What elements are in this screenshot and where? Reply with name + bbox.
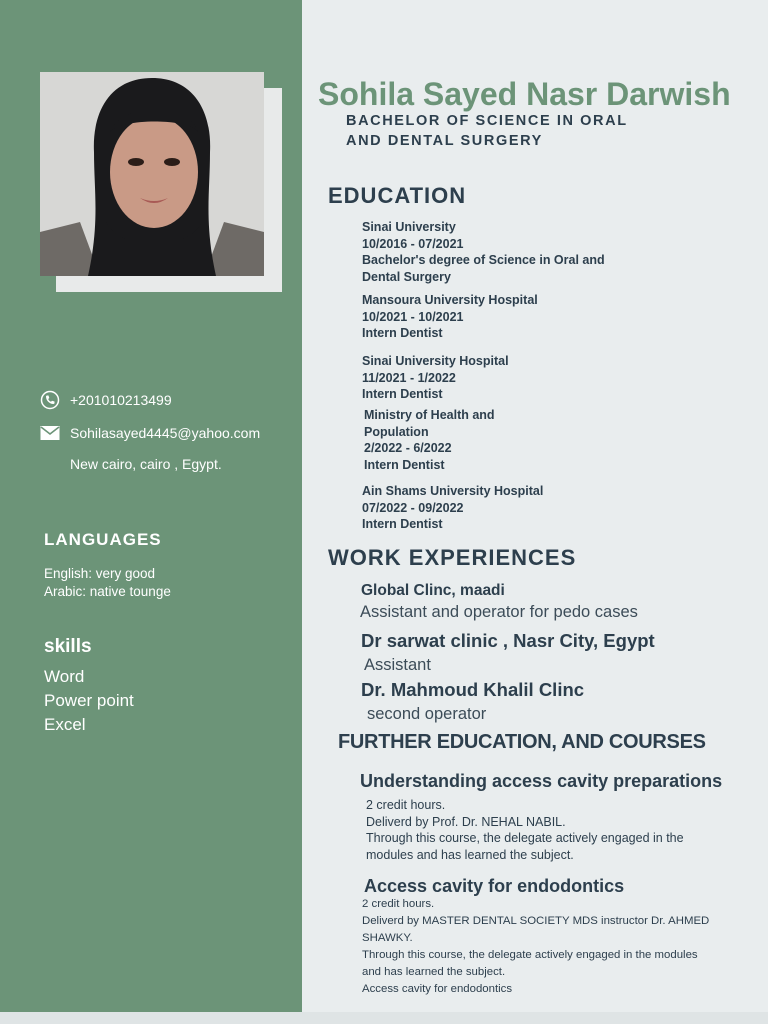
skill-item-excel: Excel [44, 715, 86, 734]
work-heading: WORK EXPERIENCES [328, 545, 577, 570]
degree-title [346, 111, 628, 151]
course-details [366, 797, 684, 863]
course-detail-line: Through this course, the delegate actively engaged in the modules [362, 949, 698, 961]
full-name: Sohila Sayed Nasr Darwish [318, 76, 731, 112]
education-dates: 2/2022 - 6/2022 [364, 441, 452, 456]
education-detail: Intern Dentist [362, 517, 443, 532]
education-dates: 10/2016 - 07/2021 [362, 236, 464, 251]
email-address: Sohilasayed4445@yahoo.com [70, 425, 261, 441]
education-institution: Ain Shams University Hospital [362, 484, 544, 498]
profile-photo [40, 72, 264, 276]
course-detail-line: 2 credit hours. [362, 898, 435, 910]
education-entry [362, 219, 605, 285]
course-detail-line: Deliverd by MASTER DENTAL SOCIETY MDS instructor Dr. AHMED [362, 915, 710, 927]
address-text: New cairo, cairo , Egypt. [70, 456, 222, 472]
education-entry [362, 292, 538, 342]
language-item-arabic: Arabic: native tounge [44, 584, 171, 599]
education-institution: Mansoura University Hospital [362, 293, 538, 307]
job-description: second operator [367, 705, 487, 723]
skill-item-powerpoint: Power point [44, 691, 134, 710]
degree-line: BACHELOR OF SCIENCE IN ORAL [346, 113, 628, 129]
job-title: Dr sarwat clinic , Nasr City, Egypt [361, 630, 655, 651]
job-description: Assistant [364, 656, 431, 674]
education-dates: 11/2021 - 1/2022 [362, 370, 456, 385]
course-detail-line: modules and has learned the subject. [366, 847, 574, 862]
courses-heading: FURTHER EDUCATION, AND COURSES [338, 731, 706, 753]
contact-address [70, 456, 222, 472]
course-detail-line: Deliverd by Prof. Dr. NEHAL NABIL. [366, 814, 566, 829]
education-entry [362, 483, 543, 533]
education-entry [362, 353, 509, 403]
page-bottom-strip [0, 1012, 768, 1024]
education-dates: 10/2021 - 10/2021 [362, 309, 464, 324]
course-title: Understanding access cavity preparations [360, 771, 723, 791]
education-detail: Intern Dentist [362, 326, 443, 341]
course-detail-line: SHAWKY. [362, 932, 413, 944]
education-dates: 07/2022 - 09/2022 [362, 500, 464, 515]
course-details [362, 896, 709, 998]
contact-phone[interactable] [40, 390, 172, 410]
email-icon [40, 423, 60, 443]
course-detail-line: and has learned the subject. [362, 966, 506, 978]
contact-email[interactable] [40, 423, 260, 443]
skills-heading: skills [44, 636, 92, 657]
phone-number: +201010213499 [70, 392, 172, 408]
job-title: Dr. Mahmoud Khalil Clinc [361, 679, 585, 700]
education-detail: Bachelor's degree of Science in Oral and [362, 253, 605, 268]
education-institution: Population [364, 424, 429, 439]
course-detail-line: Through this course, the delegate actively engaged in the [366, 831, 684, 846]
job-description: Assistant and operator for pedo cases [360, 603, 638, 621]
skill-item-word: Word [44, 667, 85, 686]
education-heading: EDUCATION [328, 183, 467, 208]
phone-icon [40, 390, 60, 410]
education-detail: Dental Surgery [362, 269, 451, 284]
profile-photo-illustration [40, 72, 264, 276]
course-detail-line: Access cavity for endodontics [362, 983, 513, 995]
education-institution: Ministry of Health and [364, 408, 495, 422]
education-institution: Sinai University Hospital [362, 354, 509, 368]
course-detail-line: 2 credit hours. [366, 798, 446, 812]
education-detail: Intern Dentist [364, 457, 445, 472]
education-institution: Sinai University [362, 220, 456, 234]
education-entry [364, 407, 495, 473]
languages-heading: LANGUAGES [44, 530, 162, 549]
education-detail: Intern Dentist [362, 387, 443, 402]
course-title: Access cavity for endodontics [364, 876, 625, 896]
degree-line: AND DENTAL SURGERY [346, 133, 543, 149]
language-item-english: English: very good [44, 566, 156, 581]
job-title: Global Clinc, maadi [361, 582, 505, 599]
